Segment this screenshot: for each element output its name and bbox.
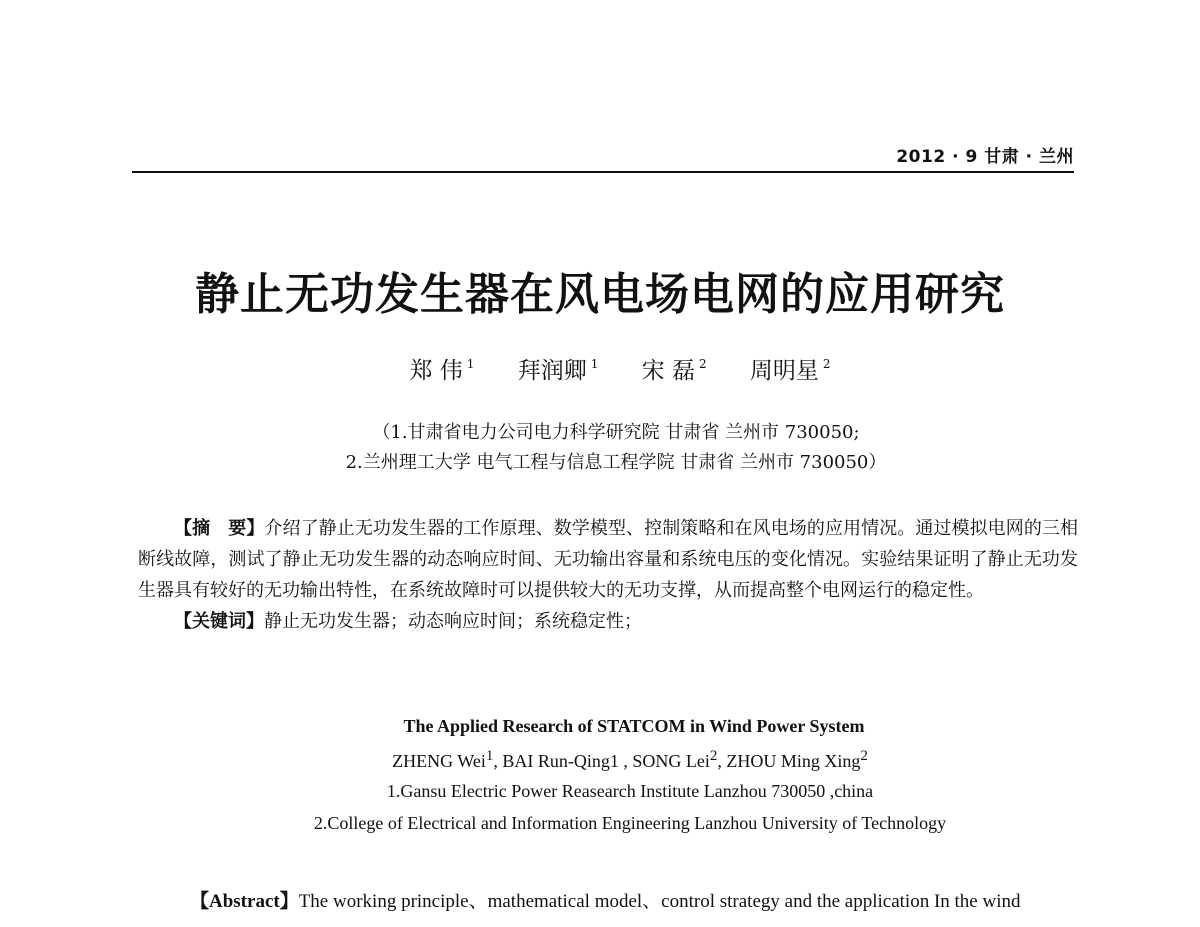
paper-title: 静止无功发生器在风电场电网的应用研究 <box>195 269 1005 320</box>
author: 周明星 $^2$ <box>749 357 831 384</box>
abstract-paragraph <box>138 513 1078 606</box>
header-rule <box>132 171 1074 173</box>
affiliation-line-2: 2.兰州理工大学 电气工程与信息工程学院 甘肃省 兰州市 730050） <box>345 452 887 473</box>
english-abstract-text: The working principle、mathematical model、control strategy and the application In the wind <box>298 891 1021 912</box>
keywords-paragraph <box>138 606 1078 637</box>
english-abstract <box>190 886 1090 913</box>
journal-header: 2012 · 9 甘肃 · 兰州 <box>896 147 1074 167</box>
abstract-section <box>138 513 1078 637</box>
keywords-text: 静止无功发生器；动态响应时间；系统稳定性； <box>264 611 642 632</box>
english-affiliation-2: 2.College of Electrical and Information Engineering Lanzhou University of Technology <box>313 813 947 833</box>
english-affiliation-1: 1.Gansu Electric Power Reasearch Institute Lanzhou 730050 ,china <box>386 781 874 801</box>
english-authors: ZHENG Wei$^1$, BAI Run-Qing1 , SONG Lei$^2$, ZHOU Ming Xing$^2$ <box>392 748 868 771</box>
abstract-text: 介绍了静止无功发生器的工作原理、数学模型、控制策略和在风电场的应用情况。通过模拟电网的三相断线故障，测试了静止无功发生器的动态响应时间、无功输出容量和系统电压的变化情况。实验结果证明了静止无功发生器具有较好的无功输出特性，在系统故障时可以提供较大的无功支撑，从而提高整个电网运行的稳定性。 <box>138 518 1079 601</box>
english-abstract-label: 【Abstract】 <box>190 891 299 912</box>
keywords-label: 【关键词】 <box>174 611 264 632</box>
affiliation-line-1: （1.甘肃省电力公司电力科学研究院 甘肃省 兰州市 730050; <box>372 422 860 443</box>
english-title: The Applied Research of STATCOM in Wind Power System <box>403 716 865 736</box>
author: 拜润卿 $^1$ <box>517 357 599 384</box>
author: 宋 磊 $^2$ <box>641 357 707 384</box>
abstract-label: 【摘 要】 <box>174 518 265 539</box>
author-list <box>0 352 1200 385</box>
author: 郑 伟 $^1$ <box>409 357 475 384</box>
